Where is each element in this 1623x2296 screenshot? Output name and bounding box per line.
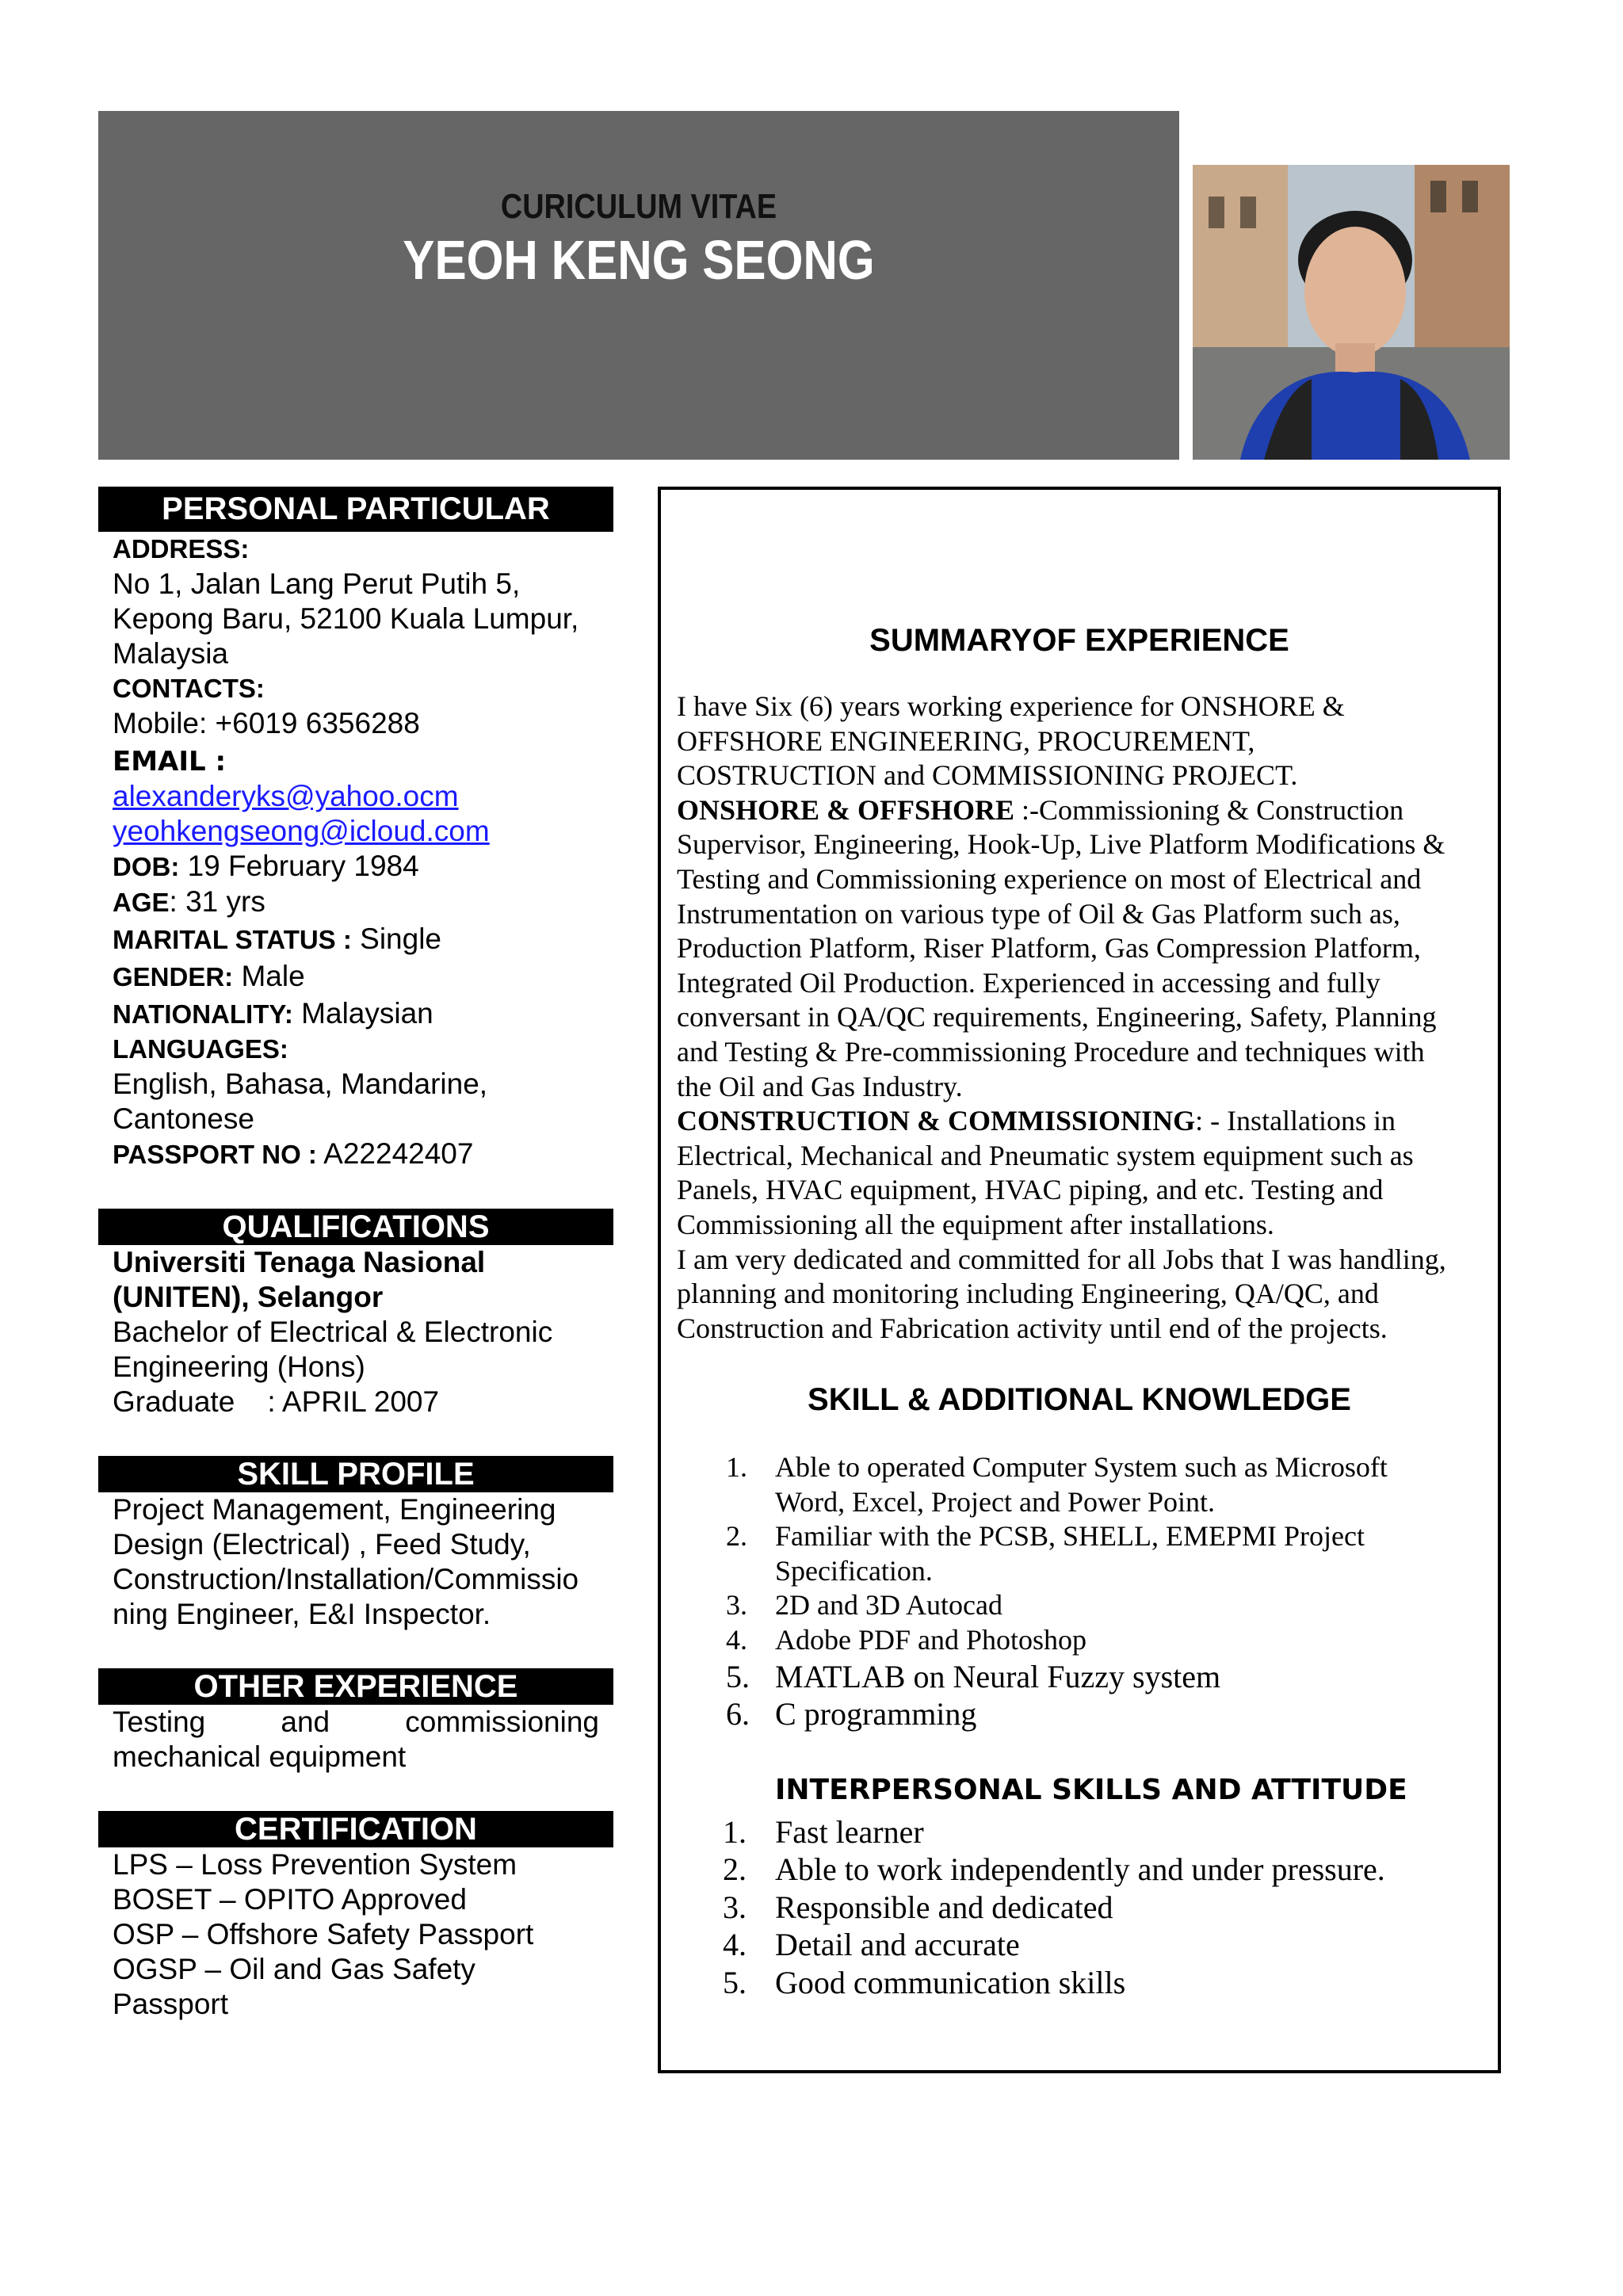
list-number: 5.	[726, 1658, 750, 1694]
list-text: Word, Excel, Project and Power Point.	[775, 1485, 1215, 1518]
summary-intro-line: I have Six (6) years working experience for ONSHORE &	[677, 690, 1345, 722]
skill-profile-line: Design (Electrical) , Feed Study,	[113, 1528, 531, 1561]
list-item	[661, 1926, 1501, 1963]
construction-line: Commissioning all the equipment after installations.	[677, 1208, 1274, 1240]
certification-line: LPS – Loss Prevention System	[113, 1848, 517, 1881]
list-text: MATLAB on Neural Fuzzy system	[775, 1658, 1221, 1694]
portrait-photo	[1193, 165, 1510, 460]
nationality-value: Malaysian	[292, 997, 433, 1030]
summary-body	[677, 690, 1501, 1346]
interpersonal-heading: INTERPERSONAL SKILLS AND ATTITUDE	[775, 1774, 1407, 1806]
summary-intro-line: OFFSHORE ENGINEERING, PROCUREMENT,	[677, 724, 1255, 757]
age-label: AGE	[113, 888, 170, 917]
marital-status-label: MARITAL STATUS :	[113, 925, 352, 954]
institution-line: (UNITEN), Selangor	[113, 1281, 384, 1313]
closing-line: I am very dedicated and committed for all Jobs that I was handling,	[677, 1243, 1446, 1275]
passport-label: PASSPORT NO :	[113, 1140, 317, 1169]
onshore-line: Production Platform, Riser Platform, Gas Compression Platform,	[677, 932, 1421, 965]
onshore-offshore-text: :-Commissioning & Construction	[1014, 793, 1404, 826]
closing-line: planning and monitoring including Engineering, QA/QC, and	[677, 1278, 1379, 1310]
qualifications-heading: QUALIFICATIONS	[98, 1209, 613, 1245]
email-label: EMAIL :	[113, 746, 227, 777]
list-text: Adobe PDF and Photoshop	[775, 1623, 1087, 1656]
onshore-line: the Oil and Gas Industry.	[677, 1070, 963, 1102]
email-link-icloud[interactable]: yeohkengseong@icloud.com	[113, 815, 490, 847]
list-text: 2D and 3D Autocad	[775, 1589, 1002, 1622]
certification-line: OGSP – Oil and Gas Safety	[113, 1953, 475, 1985]
onshore-line: Instrumentation on various type of Oil & Gas Platform such as,	[677, 897, 1400, 930]
cv-header	[98, 111, 1179, 460]
list-number: 5.	[723, 1964, 747, 2000]
address-line: Kepong Baru, 52100 Kuala Lumpur,	[113, 602, 579, 635]
certification-line: Passport	[113, 1988, 229, 2020]
dob-value: 19 February 1984	[179, 850, 419, 882]
certification-section	[98, 1847, 613, 2022]
gender-value: Male	[233, 960, 305, 992]
list-number: 1.	[726, 1451, 747, 1483]
other-experience-section	[98, 1705, 613, 1775]
skills-heading: SKILL & ADDITIONAL KNOWLEDGE	[808, 1382, 1351, 1417]
list-item	[661, 1813, 1501, 1851]
list-item	[661, 1588, 1501, 1623]
portrait-icon	[1193, 165, 1510, 460]
list-item	[661, 1889, 1501, 1926]
passport-value: A22242407	[316, 1137, 474, 1170]
age-value: : 31 yrs	[169, 885, 265, 918]
other-experience-line: mechanical equipment	[113, 1740, 407, 1773]
interpersonal-list	[661, 1813, 1501, 2001]
list-number: 2.	[723, 1851, 747, 1888]
experience-panel	[658, 487, 1501, 2073]
mobile-number: Mobile: +6019 6356288	[113, 707, 420, 739]
other-experience-line: Testing and commissioning	[113, 1706, 599, 1738]
onshore-line: and Testing & Pre-commissioning Procedure and techniques with	[677, 1035, 1425, 1068]
skill-profile-heading: SKILL PROFILE	[98, 1456, 613, 1492]
email-link-yahoo[interactable]: alexanderyks@yahoo.ocm	[113, 780, 459, 812]
list-text: Detail and accurate	[775, 1927, 1020, 1963]
list-text: Good communication skills	[775, 1964, 1126, 2000]
closing-line: Construction and Fabrication activity until end of the projects.	[677, 1312, 1388, 1344]
certification-line: BOSET – OPITO Approved	[113, 1883, 467, 1916]
qualifications-section	[98, 1245, 613, 1419]
onshore-line: Supervisor, Engineering, Hook-Up, Live Platform Modifications &	[677, 828, 1445, 861]
marital-status-value: Single	[351, 923, 441, 955]
other-experience-heading: OTHER EXPERIENCE	[98, 1668, 613, 1705]
summary-intro-line: COSTRUCTION and COMMISSIONING PROJECT.	[677, 759, 1298, 792]
degree-line: Bachelor of Electrical & Electronic	[113, 1316, 553, 1348]
skill-profile-line: Project Management, Engineering	[113, 1493, 556, 1526]
document-label: CURICULUM VITAE	[500, 187, 777, 226]
left-column	[98, 487, 613, 2022]
address-label: ADDRESS:	[113, 534, 250, 563]
list-text: Familiar with the PCSB, SHELL, EMEPMI Project	[775, 1520, 1365, 1553]
languages-line: English, Bahasa, Mandarine,	[113, 1068, 488, 1100]
list-text: Specification.	[775, 1554, 933, 1587]
list-number: 3.	[726, 1589, 747, 1622]
degree-line: Engineering (Hons)	[113, 1350, 365, 1383]
construction-line: Electrical, Mechanical and Pneumatic system equipment such as	[677, 1139, 1414, 1171]
list-number: 3.	[723, 1889, 747, 1925]
certification-heading: CERTIFICATION	[98, 1811, 613, 1847]
skills-list	[661, 1450, 1501, 1733]
construction-line: Panels, HVAC equipment, HVAC piping, and etc. Testing and	[677, 1174, 1384, 1206]
onshore-offshore-label: ONSHORE & OFFSHORE	[677, 793, 1015, 826]
list-item	[661, 1964, 1501, 2001]
list-text: Able to operated Computer System such as Microsoft	[775, 1451, 1388, 1483]
list-text: Responsible and dedicated	[775, 1889, 1113, 1925]
list-item	[661, 1519, 1501, 1588]
list-item	[661, 1658, 1501, 1695]
personal-particular-heading: PERSONAL PARTICULAR	[98, 487, 613, 532]
dob-label: DOB:	[113, 852, 180, 881]
list-text: Able to work independently and under pressure.	[775, 1851, 1385, 1888]
onshore-line: Integrated Oil Production. Experienced in accessing and fully	[677, 966, 1381, 999]
list-text: Fast learner	[775, 1814, 924, 1850]
address-line: No 1, Jalan Lang Perut Putih 5,	[113, 567, 521, 600]
list-item	[661, 1851, 1501, 1888]
list-number: 2.	[726, 1520, 747, 1553]
graduate-date: Graduate : APRIL 2007	[113, 1385, 440, 1418]
institution-line: Universiti Tenaga Nasional	[113, 1246, 486, 1278]
list-item	[661, 1450, 1501, 1519]
list-number: 4.	[726, 1623, 747, 1656]
summary-heading: SUMMARYOF EXPERIENCE	[869, 623, 1289, 658]
list-item	[661, 1623, 1501, 1658]
onshore-line: Testing and Commissioning experience on most of Electrical and	[677, 862, 1422, 895]
construction-commissioning-label: CONSTRUCTION & COMMISSIONING	[677, 1105, 1196, 1137]
personal-particular-section	[98, 532, 613, 1172]
list-item	[661, 1695, 1501, 1733]
onshore-line: conversant in QA/QC requirements, Engineering, Safety, Planning	[677, 1001, 1437, 1033]
skill-profile-line: Construction/Installation/Commissio	[113, 1563, 579, 1595]
gender-label: GENDER:	[113, 962, 234, 991]
skill-profile-line: ning Engineer, E&I Inspector.	[113, 1598, 491, 1630]
construction-commissioning-text: : - Installations in	[1195, 1105, 1396, 1137]
list-number: 1.	[723, 1814, 747, 1850]
list-number: 4.	[723, 1927, 747, 1963]
address-line: Malaysia	[113, 637, 228, 670]
nationality-label: NATIONALITY:	[113, 999, 293, 1029]
languages-label: LANGUAGES:	[113, 1034, 288, 1064]
list-text: C programming	[775, 1695, 977, 1732]
list-number: 6.	[726, 1695, 750, 1732]
contacts-label: CONTACTS:	[113, 674, 265, 703]
skill-profile-section	[98, 1492, 613, 1632]
candidate-name: YEOH KENG SEONG	[403, 229, 875, 291]
certification-line: OSP – Offshore Safety Passport	[113, 1918, 534, 1950]
languages-line: Cantonese	[113, 1102, 254, 1135]
